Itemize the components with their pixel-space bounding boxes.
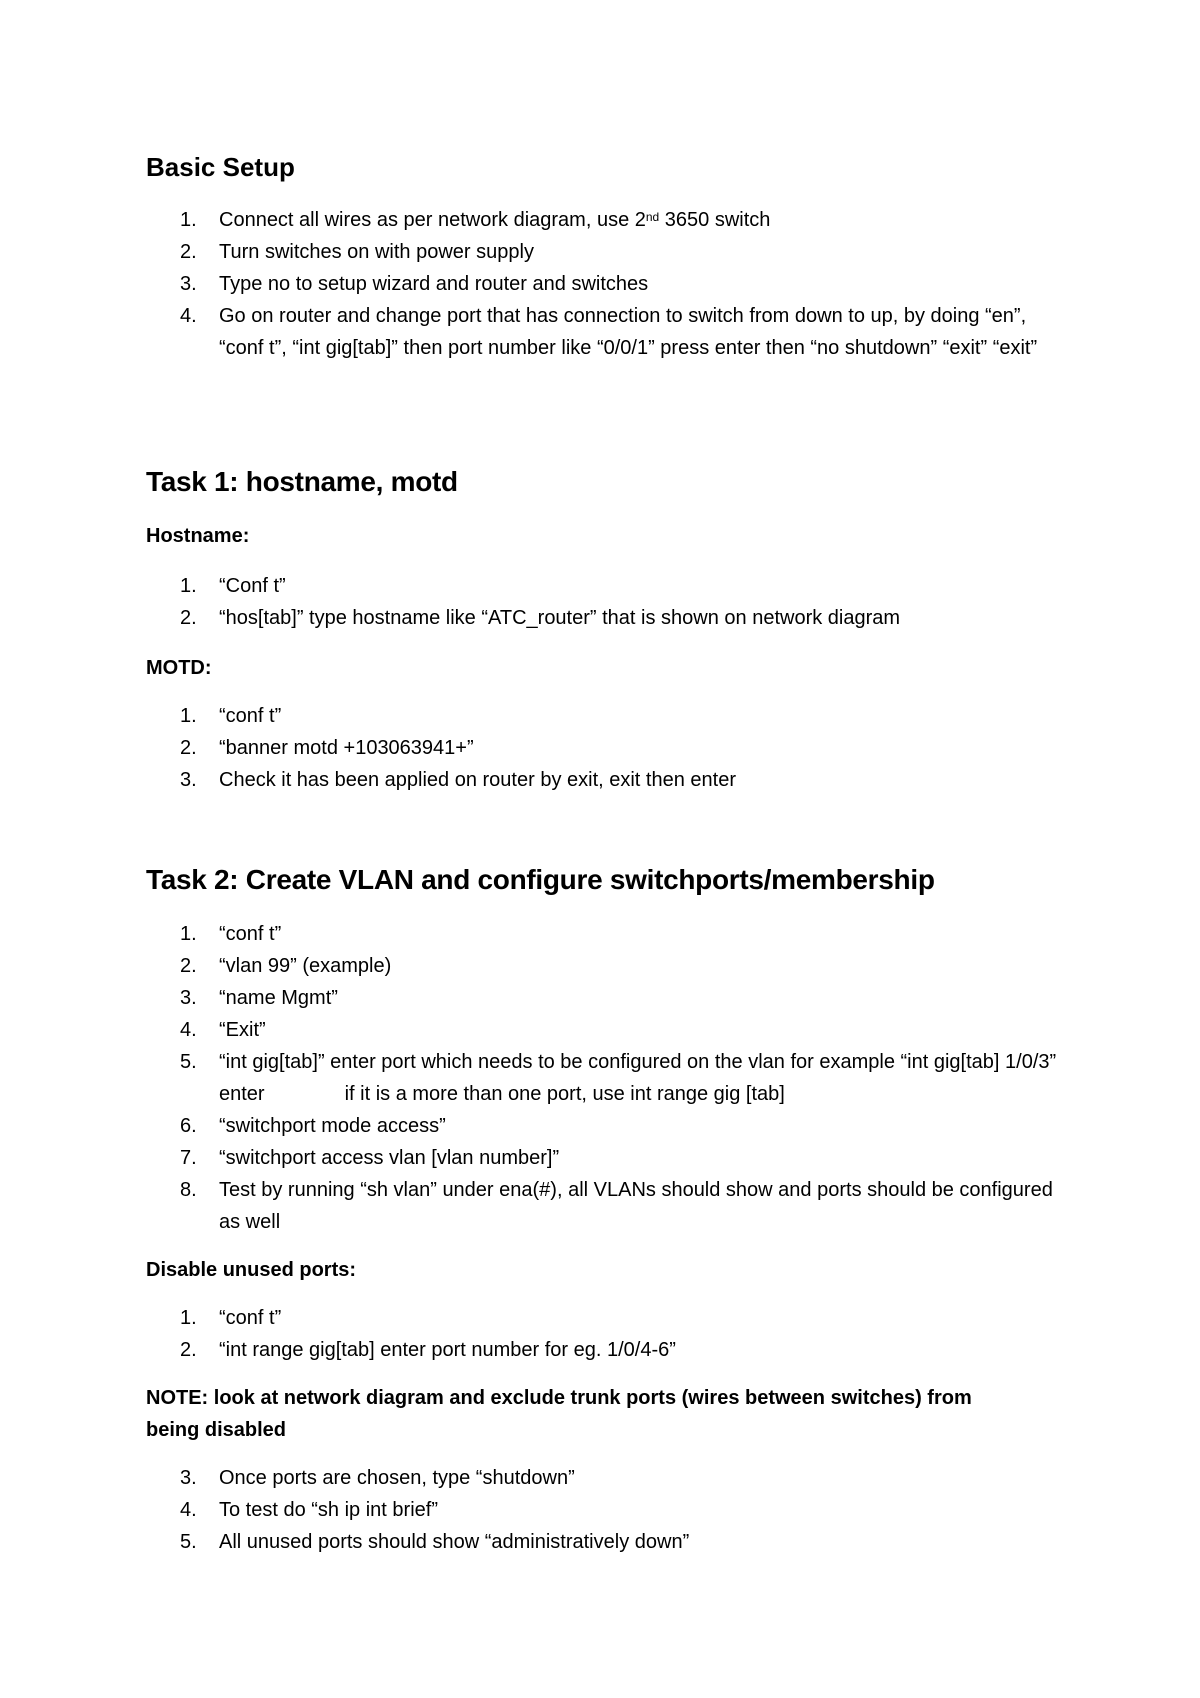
list-number: 4. <box>180 305 197 327</box>
list-number: 5. <box>180 1051 197 1073</box>
disable-unused-label: Disable unused ports: <box>146 1259 357 1281</box>
disable-list <box>0 1302 1100 1366</box>
task2-list <box>0 918 1100 1238</box>
list-text: “conf t” <box>219 1307 282 1329</box>
list-number: 3. <box>180 273 197 295</box>
list-text: “switchport mode access” <box>219 1115 446 1137</box>
list-number: 3. <box>180 987 197 1009</box>
list-item <box>0 1334 1100 1366</box>
list-text: “conf t” <box>219 705 282 727</box>
list-text: “name Mgmt” <box>219 987 338 1009</box>
list-text: To test do “sh ip int brief” <box>219 1499 438 1521</box>
list-number: 6. <box>180 1115 197 1137</box>
list-number: 1. <box>180 705 197 727</box>
list-text: “vlan 99” (example) <box>219 955 392 977</box>
list-number: 1. <box>180 923 197 945</box>
list-item <box>0 1046 1100 1110</box>
list-text: Go on router and change port that has connection to switch from down to up, by doing “en”, “conf t”, “int gig[tab]” then port number like “0/0/1” press enter then “no shutdown” “exit” “exit” <box>219 305 1038 359</box>
hostname-label: Hostname: <box>146 525 250 547</box>
list-item <box>0 982 1100 1014</box>
list-text: “int gig[tab]” enter port which needs to be configured on the vlan for example “int gig[tab] 1/0/3” enter if it is a more than one port, use int range gig [tab] <box>219 1051 1057 1105</box>
list-item <box>0 570 1100 602</box>
list-item <box>0 764 1100 796</box>
task1-heading: Task 1: hostname, motd <box>146 466 458 497</box>
list-text: “Exit” <box>219 1019 266 1041</box>
hostname-list <box>0 570 1100 634</box>
motd-list <box>0 700 1100 796</box>
list-number: 3. <box>180 769 197 791</box>
list-text: Turn switches on with power supply <box>219 241 534 263</box>
list-text: “hos[tab]” type hostname like “ATC_router” that is shown on network diagram <box>219 607 901 629</box>
list-item <box>0 268 1100 300</box>
list-number: 1. <box>180 1307 197 1329</box>
list-item <box>0 1462 1100 1494</box>
list-text: All unused ports should show “administratively down” <box>219 1531 690 1553</box>
list-text: “switchport access vlan [vlan number]” <box>219 1147 560 1169</box>
list-number: 5. <box>180 1531 197 1553</box>
superscript: nd <box>645 210 660 224</box>
list-number: 1. <box>180 575 197 597</box>
list-item <box>0 1494 1100 1526</box>
list-number: 2. <box>180 1339 197 1361</box>
list-text: “banner motd +103063941+” <box>219 737 474 759</box>
basic-setup-list <box>0 204 1100 364</box>
list-item <box>0 918 1100 950</box>
list-item <box>0 1142 1100 1174</box>
list-item <box>0 1526 1100 1558</box>
task2-heading: Task 2: Create VLAN and configure switchports/membership <box>146 864 935 895</box>
basic-setup-heading: Basic Setup <box>146 152 295 182</box>
list-text: Type no to setup wizard and router and switches <box>219 273 649 295</box>
list-item <box>0 700 1100 732</box>
list-item <box>0 1014 1100 1046</box>
list-text: “Conf t” <box>219 575 286 597</box>
list-number: 2. <box>180 241 197 263</box>
list-text: “conf t” <box>219 923 282 945</box>
list-item <box>0 1174 1100 1238</box>
list-item <box>0 204 1100 236</box>
list-text: Connect all wires as per network diagram, use 2nd 3650 switch <box>219 209 771 231</box>
list-number: 2. <box>180 955 197 977</box>
list-number: 3. <box>180 1467 197 1489</box>
list-item <box>0 1110 1100 1142</box>
list-item <box>0 732 1100 764</box>
list-number: 8. <box>180 1179 197 1201</box>
list-item <box>0 1302 1100 1334</box>
list-number: 4. <box>180 1019 197 1041</box>
list-number: 1. <box>180 209 197 231</box>
list-text: “int range gig[tab] enter port number for eg. 1/0/4-6” <box>219 1339 676 1361</box>
list-item <box>0 602 1100 634</box>
list-item <box>0 236 1100 268</box>
list-text: Check it has been applied on router by exit, exit then enter <box>219 769 736 791</box>
list-text: Once ports are chosen, type “shutdown” <box>219 1467 575 1489</box>
list-text: Test by running “sh vlan” under ena(#), all VLANs should show and ports should be configured as well <box>219 1179 1053 1233</box>
list-number: 2. <box>180 737 197 759</box>
list-item <box>0 950 1100 982</box>
final-list <box>0 1462 1100 1558</box>
list-number: 7. <box>180 1147 197 1169</box>
list-number: 2. <box>180 607 197 629</box>
list-item <box>0 300 1100 364</box>
motd-label: MOTD: <box>146 657 212 679</box>
list-number: 4. <box>180 1499 197 1521</box>
note-paragraph: NOTE: look at network diagram and exclude trunk ports (wires between switches) from being disabled <box>146 1387 972 1441</box>
